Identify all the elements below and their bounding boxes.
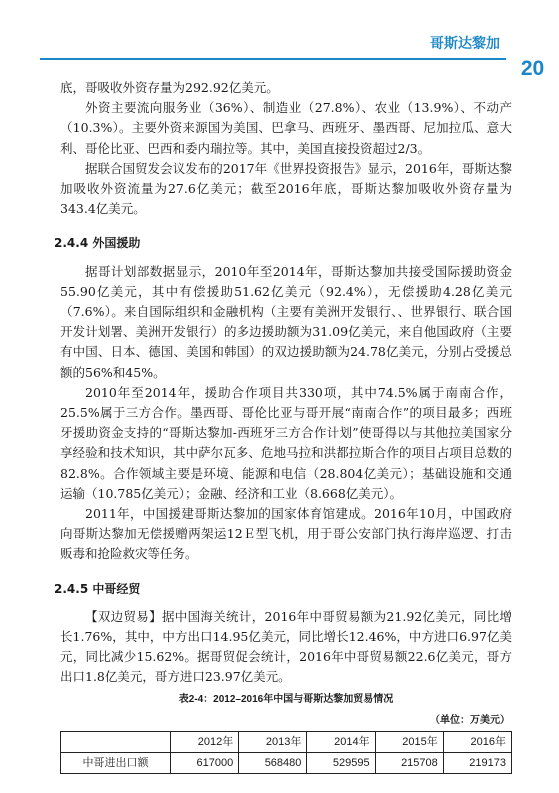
value-cell: 568480	[239, 753, 307, 774]
table-row	[61, 753, 512, 774]
year-header-cell: 2013年	[239, 731, 307, 752]
header-country-title: 哥斯达黎加	[430, 35, 500, 51]
section-heading-foreign-aid: 2.4.4 外国援助	[54, 236, 141, 251]
page-body	[54, 78, 512, 774]
value-cell: 219173	[443, 753, 511, 774]
paragraph-aid-projects: 2010年至2014年，援助合作项目共330项，其中74.5%属于南南合作，25.5%属于三方合作。墨西哥、哥伦比亚与哥开展“南南合作”的项目最多；西班牙援助资金支持的“哥斯达黎加-西班牙三方合作计划”使哥得以与其他拉美国家分享经验和技术知识，其中萨尔瓦多、危地马拉和洪都拉斯合作的项目占项目总数的82.8%。合作领域主要是环境、能源和电信（28.804亿美元）；基础设施和交通运输（10.785亿美元）；金融、经济和工业（8.668亿美元）。	[60, 384, 512, 501]
table-header-row	[61, 731, 512, 752]
value-cell: 215708	[375, 753, 443, 774]
paragraph-fdi-stock: 底，哥吸收外资存量为292.92亿美元。	[60, 80, 279, 95]
year-header-cell: 2014年	[307, 731, 375, 752]
page-number: 20	[520, 57, 545, 80]
row-label-cell: 中哥进出口额	[61, 753, 171, 774]
table-corner-cell	[61, 731, 171, 752]
paragraph-fdi-sectors: 外资主要流向服务业（36%）、制造业（27.8%）、农业（13.9%）、不动产（10.3%）。主要外资来源国为美国、巴拿马、西班牙、墨西哥、尼加拉瓜、意大利、哥伦比亚、巴西和委内瑞拉等。其中，美国直接投资超过2/3。	[60, 100, 512, 156]
value-cell: 529595	[307, 753, 375, 774]
year-header-cell: 2012年	[171, 731, 239, 752]
paragraph-china-aid: 2011年，中国援建哥斯达黎加的国家体育馆建成。2016年10月，中国政府向哥斯达黎加无偿援赠两架运12Ｅ型飞机，用于哥公安部门执行海岸巡逻、打击贩毒和抢险救灾等任务。	[60, 506, 512, 562]
header-divider	[40, 58, 514, 60]
year-header-cell: 2015年	[375, 731, 443, 752]
trade-table	[60, 731, 512, 774]
paragraph-unctad-report: 据联合国贸发会议发布的2017年《世界投资报告》显示，2016年，哥斯达黎加吸收外资流量为27.6亿美元；截至2016年底，哥斯达黎加吸收外资存量为343.4亿美元。	[60, 160, 512, 217]
paragraph-bilateral-trade: 【双边贸易】据中国海关统计，2016年中哥贸易额为21.92亿美元，同比增长1.76%，其中，中方出口14.95亿美元，同比增长12.46%，中方进口6.97亿美元，同比减少15.62%。据哥贸促会统计，2016年中哥贸易额22.6亿美元，哥方出口1.8亿美元，哥方进口23.97亿美元。	[60, 608, 512, 685]
paragraph-aid-funds: 据哥计划部数据显示，2010年至2014年，哥斯达黎加共接受国际援助资金55.90亿美元，其中有偿援助51.62亿美元（92.4%），无偿援助4.28亿美元（7.6%）。来自国际组织和金融机构（主要有美洲开发银行、、世界银行、联合国开发计划署、美洲开发银行）的多边援助额为31.09亿美元，来自他国政府（主要有中国、日本、德国、美国和韩国）的双边援助额为24.78亿美元，分别占受援总额的56%和45%。	[60, 263, 512, 380]
table-caption: 表2-4：2012–2016年中国与哥斯达黎加贸易情况	[178, 693, 394, 705]
section-heading-china-trade: 2.4.5 中哥经贸	[54, 581, 141, 596]
year-header-cell: 2016年	[443, 731, 511, 752]
table-unit: （单位：万美元）	[430, 714, 510, 726]
value-cell: 617000	[171, 753, 239, 774]
